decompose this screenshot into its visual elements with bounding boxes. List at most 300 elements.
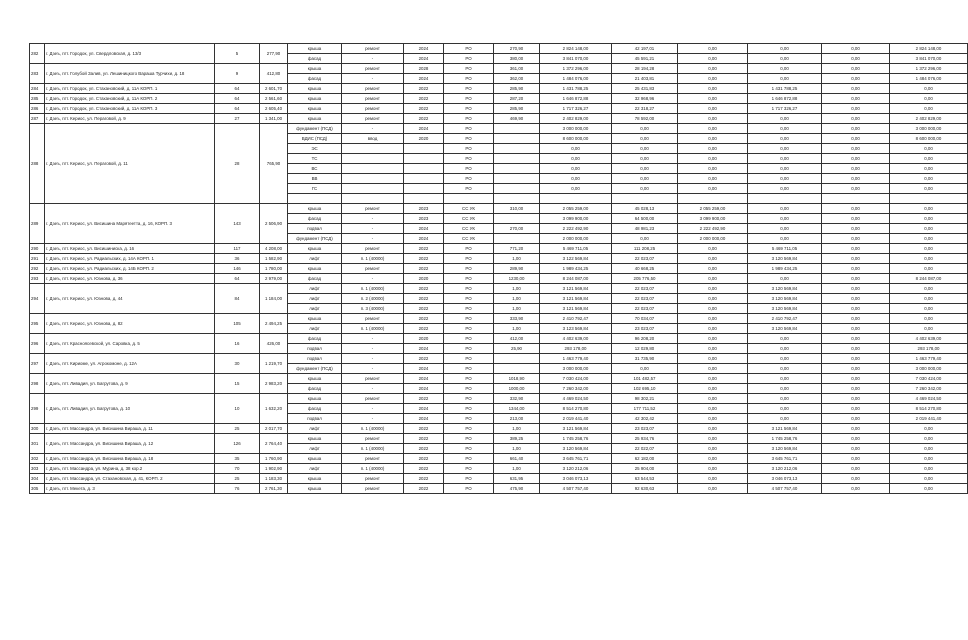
work-type-cell: ремонт xyxy=(342,204,404,214)
fund-other-cell: 0,00 xyxy=(890,284,968,294)
work-type-cell: - xyxy=(342,54,404,64)
row-number-cell: 301 xyxy=(30,434,45,454)
fund-regional-cell: 0,00 xyxy=(748,74,822,84)
fund-municipal-cell: 0,00 xyxy=(822,104,890,114)
fund-other-cell: 2 019 441,40 xyxy=(890,414,968,424)
fund-owners-cell: 2 000 000,00 xyxy=(678,234,748,244)
residents-cell: 16 xyxy=(215,334,260,354)
fund-regional-cell: 3 120 569,84 xyxy=(748,304,822,314)
table-row xyxy=(30,264,968,274)
volume-cell: 285,90 xyxy=(494,84,540,94)
residents-cell: 143 xyxy=(215,204,260,244)
fund-owners-cell: 0,00 xyxy=(678,184,748,194)
cost-total-cell: 2 055 259,00 xyxy=(540,204,612,214)
year-cell xyxy=(404,144,444,154)
element-type-cell: крыша xyxy=(288,484,342,494)
address-cell: г. Дзеъ, пгт. Массандра, ул. Мурина, д. 38 кор.2 xyxy=(45,464,215,474)
volume-cell xyxy=(494,234,540,244)
residents-cell: 64 xyxy=(215,94,260,104)
volume-cell xyxy=(494,354,540,364)
element-type-cell: фасад xyxy=(288,54,342,64)
fund-owners-cell: 0,00 xyxy=(678,324,748,334)
element-type-cell: фасад xyxy=(288,274,342,284)
fund-regional-cell: 0,00 xyxy=(748,374,822,384)
volume-cell: 1230,00 xyxy=(494,274,540,284)
fund-other-cell: 2 824 148,00 xyxy=(890,44,968,54)
year-cell xyxy=(404,184,444,194)
work-type-cell: п. 1 (40000) xyxy=(342,444,404,454)
address-cell: г. Дзеъ, пгт. Кериос, ул. Юзнова, д. 36 xyxy=(45,274,215,284)
cost-per-unit-cell: 0,00 xyxy=(612,134,678,144)
element-type-cell: крыша xyxy=(288,44,342,54)
volume-cell: 1,00 xyxy=(494,304,540,314)
element-type-cell: крыша xyxy=(288,454,342,464)
year-cell: 2022 xyxy=(404,474,444,484)
year-cell: 2028 xyxy=(404,64,444,74)
fund-owners-cell: 0,00 xyxy=(678,294,748,304)
cost-total-cell: 3 120 569,84 xyxy=(540,444,612,454)
volume-cell: 469,90 xyxy=(494,114,540,124)
year-cell: 2022 xyxy=(404,434,444,444)
cost-total-cell: 293 178,00 xyxy=(540,344,612,354)
fund-regional-cell: 3 121 569,84 xyxy=(748,424,822,434)
cost-total-cell: 3 123 569,84 xyxy=(540,324,612,334)
element-type-cell: фасад xyxy=(288,404,342,414)
cost-per-unit-cell: 64 500,00 xyxy=(612,214,678,224)
fund-regional-cell: 3 120 569,84 xyxy=(748,294,822,304)
fund-owners-cell: 0,00 xyxy=(678,464,748,474)
work-type-cell xyxy=(342,164,404,174)
row-number-cell: 285 xyxy=(30,94,45,104)
cost-per-unit-cell: 42 197,01 xyxy=(612,44,678,54)
fund-owners-cell: 2 222 492,90 xyxy=(678,224,748,234)
volume-cell: 310,00 xyxy=(494,204,540,214)
row-number-cell: 298 xyxy=(30,374,45,394)
fund-owners-cell: 0,00 xyxy=(678,44,748,54)
table-row xyxy=(30,284,968,294)
area-cell: 2 561,60 xyxy=(260,94,288,104)
cost-total-cell: 1 646 872,88 xyxy=(540,94,612,104)
fund-owners-cell: 0,00 xyxy=(678,284,748,294)
fund-other-cell: 0,00 xyxy=(890,104,968,114)
element-type-cell: подвал xyxy=(288,344,342,354)
executor-cell: РО xyxy=(444,104,494,114)
row-number-cell: 290 xyxy=(30,244,45,254)
fund-other-cell: 0,00 xyxy=(890,84,968,94)
work-type-cell: ремонт xyxy=(342,374,404,384)
element-type-cell: крыша xyxy=(288,204,342,214)
fund-other-cell: 0,00 xyxy=(890,144,968,154)
cost-total-cell: 2 222 492,90 xyxy=(540,224,612,234)
element-type-cell: фундамент (ПСД) xyxy=(288,364,342,374)
volume-cell: 285,90 xyxy=(494,104,540,114)
volume-cell xyxy=(494,194,540,204)
volume-cell xyxy=(494,364,540,374)
year-cell: 2024 xyxy=(404,74,444,84)
element-type-cell: ГС xyxy=(288,184,342,194)
work-type-cell: - xyxy=(342,124,404,134)
table-row xyxy=(30,44,968,54)
fund-owners-cell: 0,00 xyxy=(678,254,748,264)
fund-owners-cell: 0,00 xyxy=(678,244,748,254)
area-cell: 2 494,25 xyxy=(260,314,288,334)
row-number-cell: 295 xyxy=(30,314,45,334)
fund-other-cell: 0,00 xyxy=(890,304,968,314)
fund-owners-cell: 0,00 xyxy=(678,74,748,84)
element-type-cell: крыша xyxy=(288,474,342,484)
row-number-cell: 302 xyxy=(30,454,45,464)
fund-owners-cell: 0,00 xyxy=(678,384,748,394)
executor-cell: СС УК xyxy=(444,204,494,214)
cost-per-unit-cell: 48 981,23 xyxy=(612,224,678,234)
fund-owners-cell: 0,00 xyxy=(678,144,748,154)
fund-other-cell xyxy=(890,194,968,204)
address-cell: г. Дзеъ, пгт. Кериос, ул. Висишиниска, д. 16 xyxy=(45,244,215,254)
work-type-cell xyxy=(342,154,404,164)
cost-per-unit-cell: 0,00 xyxy=(612,164,678,174)
element-type-cell: крыша xyxy=(288,84,342,94)
residents-cell: 27 xyxy=(215,114,260,124)
fund-other-cell: 7 030 424,00 xyxy=(890,374,968,384)
area-cell: 1 632,20 xyxy=(260,394,288,424)
executor-cell: РО xyxy=(444,74,494,84)
cost-total-cell: 0,00 xyxy=(540,154,612,164)
fund-municipal-cell: 0,00 xyxy=(822,424,890,434)
fund-owners-cell: 0,00 xyxy=(678,314,748,324)
work-type-cell: ремонт xyxy=(342,314,404,324)
work-type-cell: - xyxy=(342,234,404,244)
area-cell: 1 341,00 xyxy=(260,114,288,124)
executor-cell: РО xyxy=(444,464,494,474)
address-cell: г. Дзеъ, пгт. Кириоме, ул. Агрокомоне, д. 12А xyxy=(45,354,215,374)
work-type-cell: ремонт xyxy=(342,474,404,484)
executor-cell: РО xyxy=(444,314,494,324)
residents-cell: 70 xyxy=(215,464,260,474)
cost-per-unit-cell: 40 668,25 xyxy=(612,264,678,274)
element-type-cell: крыша xyxy=(288,434,342,444)
address-cell: г. Дзеъ, пгт. Городок, ул. Стахановский, д. 11А КОРП. 1 xyxy=(45,84,215,94)
fund-other-cell: 0,00 xyxy=(890,214,968,224)
residents-cell: 146 xyxy=(215,264,260,274)
year-cell: 2022 xyxy=(404,424,444,434)
element-type-cell: ВВ xyxy=(288,174,342,184)
executor-cell: РО xyxy=(444,434,494,444)
volume-cell: 661,40 xyxy=(494,454,540,464)
table-row xyxy=(30,84,968,94)
volume-cell: 1,00 xyxy=(494,464,540,474)
fund-other-cell: 8 514 270,80 xyxy=(890,404,968,414)
row-number-cell: 305 xyxy=(30,484,45,494)
element-type-cell: лифт xyxy=(288,324,342,334)
address-cell: г. Дзеъ, пгт. Городок, ул. Стахановский, д. 11А КОРП. 2 xyxy=(45,94,215,104)
fund-regional-cell: 4 507 757,40 xyxy=(748,484,822,494)
work-type-cell: - xyxy=(342,334,404,344)
cost-total-cell: 8 244 087,00 xyxy=(540,274,612,284)
fund-other-cell: 0,00 xyxy=(890,264,968,274)
work-type-cell: п. 1 (40000) xyxy=(342,464,404,474)
row-number-cell: 303 xyxy=(30,464,45,474)
fund-regional-cell: 0,00 xyxy=(748,364,822,374)
fund-municipal-cell: 0,00 xyxy=(822,364,890,374)
year-cell: 2022 xyxy=(404,304,444,314)
cost-total-cell: 5 469 711,05 xyxy=(540,244,612,254)
cost-per-unit-cell: 23 023,07 xyxy=(612,324,678,334)
fund-owners-cell: 0,00 xyxy=(678,154,748,164)
area-cell: 2 761,30 xyxy=(260,484,288,494)
fund-municipal-cell: 0,00 xyxy=(822,484,890,494)
fund-other-cell: 1 484 076,00 xyxy=(890,74,968,84)
work-type-cell xyxy=(342,144,404,154)
fund-other-cell: 0,00 xyxy=(890,184,968,194)
cost-total-cell: 3 121 569,84 xyxy=(540,424,612,434)
fund-regional-cell: 1 646 872,88 xyxy=(748,94,822,104)
element-type-cell: ВДИС (ПСД) xyxy=(288,134,342,144)
element-type-cell: крыша xyxy=(288,244,342,254)
table-row xyxy=(30,314,968,324)
executor-cell: РО xyxy=(444,174,494,184)
year-cell: 2023 xyxy=(404,214,444,224)
fund-municipal-cell: 0,00 xyxy=(822,204,890,214)
work-type-cell: п. 2 (40000) xyxy=(342,294,404,304)
fund-regional-cell: 1 745 258,76 xyxy=(748,434,822,444)
work-type-cell: - xyxy=(342,384,404,394)
year-cell xyxy=(404,164,444,174)
executor-cell: СС УК xyxy=(444,224,494,234)
executor-cell: РО xyxy=(444,84,494,94)
area-cell: 2 983,20 xyxy=(260,374,288,394)
table-row xyxy=(30,114,968,124)
volume-cell: 412,00 xyxy=(494,334,540,344)
executor-cell: РО xyxy=(444,404,494,414)
cost-total-cell: 4 469 024,50 xyxy=(540,394,612,404)
row-number-cell: 286 xyxy=(30,104,45,114)
year-cell: 2022 xyxy=(404,464,444,474)
address-cell: г. Дзеъ, пгт. Ливадия, ул. Багрутова, д. 9 xyxy=(45,374,215,394)
executor-cell: РО xyxy=(444,444,494,454)
element-type-cell xyxy=(288,194,342,204)
work-type-cell: - xyxy=(342,274,404,284)
residents-cell: 5 xyxy=(215,44,260,64)
cost-total-cell: 0,00 xyxy=(540,144,612,154)
row-number-cell: 296 xyxy=(30,334,45,354)
fund-municipal-cell: 0,00 xyxy=(822,284,890,294)
element-type-cell: ЭС xyxy=(288,144,342,154)
area-cell: 2 764,40 xyxy=(260,434,288,454)
fund-municipal-cell: 0,00 xyxy=(822,244,890,254)
fund-regional-cell: 0,00 xyxy=(748,44,822,54)
cost-total-cell: 4 402 639,00 xyxy=(540,334,612,344)
fund-other-cell: 0,00 xyxy=(890,444,968,454)
volume-cell: 289,90 xyxy=(494,264,540,274)
work-type-cell: ремонт xyxy=(342,484,404,494)
element-type-cell: ВС xyxy=(288,164,342,174)
fund-municipal-cell: 0,00 xyxy=(822,54,890,64)
executor-cell: РО xyxy=(444,324,494,334)
executor-cell: РО xyxy=(444,374,494,384)
work-type-cell: ввод xyxy=(342,134,404,144)
work-type-cell: ремонт xyxy=(342,114,404,124)
row-number-cell: 287 xyxy=(30,114,45,124)
element-type-cell: крыша xyxy=(288,264,342,274)
work-type-cell: - xyxy=(342,404,404,414)
work-type-cell: ремонт xyxy=(342,434,404,444)
fund-municipal-cell: 0,00 xyxy=(822,274,890,284)
year-cell: 2024 xyxy=(404,364,444,374)
address-cell: г. Дзеъ, пгт. Голубой Залив, ул. Лешиницкого Вараша Турчихи, д. 18 xyxy=(45,64,215,84)
fund-other-cell: 0,00 xyxy=(890,314,968,324)
address-cell: г. Дзеъ, пгт. Мекета, д. 3 xyxy=(45,484,215,494)
volume-cell: 213,00 xyxy=(494,414,540,424)
table-row xyxy=(30,64,968,74)
fund-owners-cell: 0,00 xyxy=(678,434,748,444)
executor-cell: РО xyxy=(444,284,494,294)
fund-regional-cell: 1 989 434,25 xyxy=(748,264,822,274)
work-type-cell: ремонт xyxy=(342,104,404,114)
area-cell: 1 780,00 xyxy=(260,264,288,274)
executor-cell: РО xyxy=(444,184,494,194)
area-cell: 2 506,90 xyxy=(260,204,288,244)
volume-cell xyxy=(494,144,540,154)
table-row xyxy=(30,274,968,284)
element-type-cell: подвал xyxy=(288,414,342,424)
cost-per-unit-cell xyxy=(612,194,678,204)
address-cell: г. Дзеъ, пгт. Массандра, ул. Стахановская, д. 41, КОРП. 2 xyxy=(45,474,215,484)
address-cell: г. Дзеъ, пгт. Кериос, ул. Пераговой, д. 9 xyxy=(45,114,215,124)
residents-cell: 10 xyxy=(215,394,260,424)
fund-other-cell: 0,00 xyxy=(890,204,968,214)
cost-total-cell: 0,00 xyxy=(540,184,612,194)
work-type-cell: - xyxy=(342,414,404,424)
executor-cell: РО xyxy=(444,344,494,354)
cost-total-cell: 3 841 070,00 xyxy=(540,54,612,64)
fund-regional-cell: 1 431 788,25 xyxy=(748,84,822,94)
work-type-cell: п. 1 (40000) xyxy=(342,284,404,294)
fund-regional-cell: 3 120 212,06 xyxy=(748,464,822,474)
row-number-cell: 299 xyxy=(30,394,45,424)
fund-other-cell: 7 260 342,00 xyxy=(890,384,968,394)
fund-municipal-cell: 0,00 xyxy=(822,164,890,174)
fund-other-cell: 0,00 xyxy=(890,174,968,184)
volume-cell: 1,00 xyxy=(494,284,540,294)
element-type-cell: лифт xyxy=(288,284,342,294)
cost-total-cell: 1 484 076,00 xyxy=(540,74,612,84)
cost-per-unit-cell: 92 630,63 xyxy=(612,484,678,494)
fund-owners-cell: 0,00 xyxy=(678,364,748,374)
cost-total-cell: 7 030 424,00 xyxy=(540,374,612,384)
fund-municipal-cell: 0,00 xyxy=(822,294,890,304)
fund-municipal-cell: 0,00 xyxy=(822,234,890,244)
fund-municipal-cell: 0,00 xyxy=(822,474,890,484)
work-type-cell: - xyxy=(342,224,404,234)
cost-total-cell: 3 121 569,84 xyxy=(540,294,612,304)
fund-regional-cell: 0,00 xyxy=(748,384,822,394)
element-type-cell: лифт xyxy=(288,464,342,474)
area-cell: 2 017,70 xyxy=(260,424,288,434)
cost-per-unit-cell: 102 695,10 xyxy=(612,384,678,394)
element-type-cell: лифт xyxy=(288,254,342,264)
fund-municipal-cell: 0,00 xyxy=(822,124,890,134)
fund-owners-cell: 0,00 xyxy=(678,404,748,414)
fund-owners-cell: 2 055 259,00 xyxy=(678,204,748,214)
fund-other-cell: 0,00 xyxy=(890,294,968,304)
row-number-cell: 289 xyxy=(30,204,45,244)
fund-municipal-cell: 0,00 xyxy=(822,324,890,334)
element-type-cell: крыша xyxy=(288,64,342,74)
fund-owners-cell: 0,00 xyxy=(678,134,748,144)
volume-cell: 1,00 xyxy=(494,324,540,334)
work-type-cell: ремонт xyxy=(342,264,404,274)
fund-municipal-cell: 0,00 xyxy=(822,114,890,124)
cost-per-unit-cell: 25 431,83 xyxy=(612,84,678,94)
cost-total-cell: 3 000 000,00 xyxy=(540,364,612,374)
fund-regional-cell: 0,00 xyxy=(748,144,822,154)
address-cell: г. Дзеъ, пгт. Кериос, ул. Юзнова, д. 82 xyxy=(45,314,215,334)
residents-cell: 105 xyxy=(215,314,260,334)
year-cell: 2022 xyxy=(404,264,444,274)
cost-per-unit-cell: 101 482,57 xyxy=(612,374,678,384)
fund-other-cell: 0,00 xyxy=(890,224,968,234)
work-type-cell: ремонт xyxy=(342,64,404,74)
fund-municipal-cell: 0,00 xyxy=(822,64,890,74)
work-type-cell xyxy=(342,184,404,194)
address-cell: г. Дзеъ, пгт. Массандра, ул. Висишина Вираша, д. 12 xyxy=(45,434,215,454)
address-cell: г. Дзеъ, пгт. Кериос, ул. Пераговой, д. 11 xyxy=(45,124,215,204)
cost-per-unit-cell: 25 934,76 xyxy=(612,434,678,444)
cost-total-cell: 1 989 434,25 xyxy=(540,264,612,274)
fund-municipal-cell: 0,00 xyxy=(822,94,890,104)
executor-cell: РО xyxy=(444,384,494,394)
area-cell: 1 219,70 xyxy=(260,354,288,374)
fund-other-cell: 0,00 xyxy=(890,464,968,474)
fund-regional-cell: 0,00 xyxy=(748,274,822,284)
capital-repair-table xyxy=(29,43,968,494)
work-type-cell: - xyxy=(342,214,404,224)
fund-regional-cell: 0,00 xyxy=(748,164,822,174)
residents-cell: 36 xyxy=(215,254,260,264)
fund-owners-cell: 0,00 xyxy=(678,114,748,124)
area-cell: 412,80 xyxy=(260,64,288,84)
fund-municipal-cell: 0,00 xyxy=(822,384,890,394)
fund-municipal-cell: 0,00 xyxy=(822,144,890,154)
fund-other-cell: 2 402 829,00 xyxy=(890,114,968,124)
fund-municipal-cell: 0,00 xyxy=(822,44,890,54)
fund-owners-cell: 0,00 xyxy=(678,54,748,64)
table-row xyxy=(30,484,968,494)
cost-total-cell: 1 431 788,25 xyxy=(540,84,612,94)
fund-owners-cell: 0,00 xyxy=(678,484,748,494)
year-cell: 2022 xyxy=(404,294,444,304)
table-row xyxy=(30,394,968,404)
year-cell: 2020 xyxy=(404,334,444,344)
cost-per-unit-cell: 32 968,96 xyxy=(612,94,678,104)
cost-total-cell: 3 000 000,00 xyxy=(540,124,612,134)
executor-cell: РО xyxy=(444,164,494,174)
address-cell: г. Дзеъ, пгт. Кериос, ул. Радиальских, д. 14А КОРП. 1 xyxy=(45,254,215,264)
volume-cell: 1018,90 xyxy=(494,374,540,384)
fund-owners-cell: 0,00 xyxy=(678,104,748,114)
fund-other-cell: 3 841 070,00 xyxy=(890,54,968,64)
executor-cell: РО xyxy=(444,414,494,424)
address-cell: г. Дзеъ, пгт. Ливадия, ул. Багрутова, д. 10 xyxy=(45,394,215,424)
fund-municipal-cell: 0,00 xyxy=(822,214,890,224)
executor-cell xyxy=(444,194,494,204)
executor-cell: РО xyxy=(444,304,494,314)
fund-other-cell: 0,00 xyxy=(890,424,968,434)
fund-other-cell: 3 000 000,00 xyxy=(890,124,968,134)
table-row xyxy=(30,454,968,464)
fund-municipal-cell: 0,00 xyxy=(822,74,890,84)
cost-per-unit-cell: 45 028,13 xyxy=(612,204,678,214)
